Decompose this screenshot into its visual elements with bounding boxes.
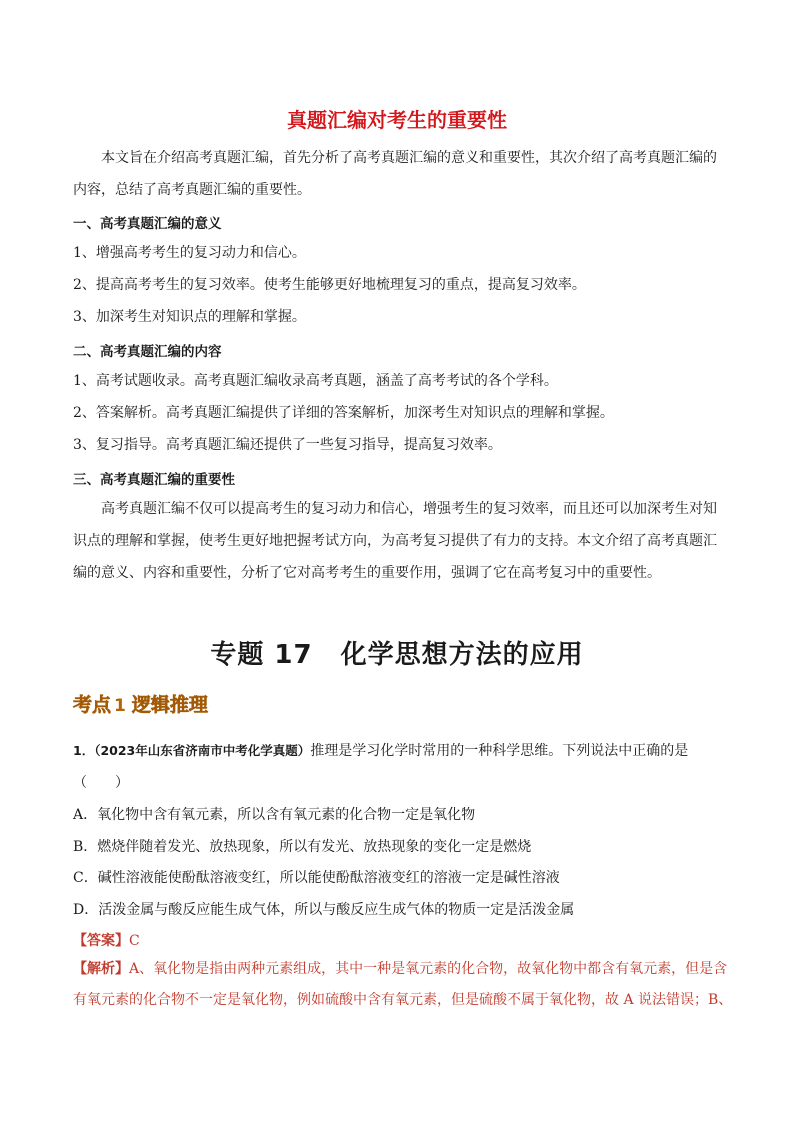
kaodian-name: 逻辑推理 (131, 694, 208, 716)
intro-paragraph: 本文旨在介绍高考真题汇编，首先分析了高考真题汇编的意义和重要性，其次介绍了高考真题汇编的内容，总结了高考真题汇编的重要性。 (73, 150, 717, 198)
section1-heading: 一、高考真题汇编的意义 (73, 216, 222, 232)
answer (73, 930, 140, 950)
analysis-label: 【解析】 (73, 961, 129, 977)
section2-item: 2、答案解析。高考真题汇编提供了详细的答案解析，加深考生对知识点的理解和掌握。 (73, 405, 614, 421)
answer-label: 【答案】 (73, 933, 129, 949)
analysis (73, 954, 735, 1016)
section3-heading: 三、高考真题汇编的重要性 (73, 472, 235, 488)
kaodian-word: 考点 (73, 694, 112, 716)
question-number: 1． (73, 743, 95, 758)
topic-name: 化学思想方法的应用 (340, 640, 584, 670)
section2-item: 3、复习指导。高考真题汇编还提供了一些复习指导，提高复习效率。 (73, 437, 502, 453)
kaodian-number: 1 (114, 696, 126, 716)
option-d: D．活泼金属与酸反应能生成气体，所以与酸反应生成气体的物质一定是活泼金属 (73, 902, 575, 918)
question-text: 推理是学习化学时常用的一种科学思维。下列说法中正确的是（ ） (73, 743, 689, 791)
section1-item: 2、提高高考考生的复习效率。使考生能够更好地梳理复习的重点，提高复习效率。 (73, 277, 586, 293)
section3-paragraph: 高考真题汇编不仅可以提高考生的复习动力和信心，增强考生的复习效率，而且还可以加深考生对知识点的理解和掌握，使考生更好地把握考试方向，为高考复习提供了有力的支持。本文介绍了高考真题汇编的意义、内容和重要性，分析了它对高考考生的重要作用，强调了它在高考复习中的重要性。 (73, 501, 717, 581)
topic-label: 专题 17 (210, 640, 313, 670)
question-source: （2023年山东省济南市中考化学真题） (94, 743, 311, 758)
option-b: B．燃烧伴随着发光、放热现象，所以有发光、放热现象的变化一定是燃烧 (73, 839, 532, 855)
analysis-text: A、氧化物是指由两种元素组成，其中一种是氧元素的化合物，故氧化物中都含有氧元素，但是含有氧元素的化合物不一定是氧化物，例如硫酸中含有氧元素，但是硫酸不属于氧化物，故 A 说法错误；B、 (73, 961, 733, 1008)
section2-item: 1、高考试题收录。高考真题汇编收录高考真题，涵盖了高考考试的各个学科。 (73, 373, 558, 389)
section1-item: 1、增强高考考生的复习动力和信心。 (73, 245, 306, 261)
question-stem (73, 735, 733, 799)
answer-value: C (129, 933, 140, 949)
section1-item: 3、加深考生对知识点的理解和掌握。 (73, 309, 306, 325)
kaodian-heading (73, 690, 208, 717)
option-a: A．氧化物中含有氧元素，所以含有氧元素的化合物一定是氧化物 (73, 807, 476, 823)
section2-heading: 二、高考真题汇编的内容 (73, 344, 222, 360)
topic-title (0, 634, 794, 671)
option-c: C．碱性溶液能使酚酞溶液变红，所以能使酚酞溶液变红的溶液一定是碱性溶液 (73, 870, 560, 886)
document-title: 真题汇编对考生的重要性 (287, 108, 507, 132)
